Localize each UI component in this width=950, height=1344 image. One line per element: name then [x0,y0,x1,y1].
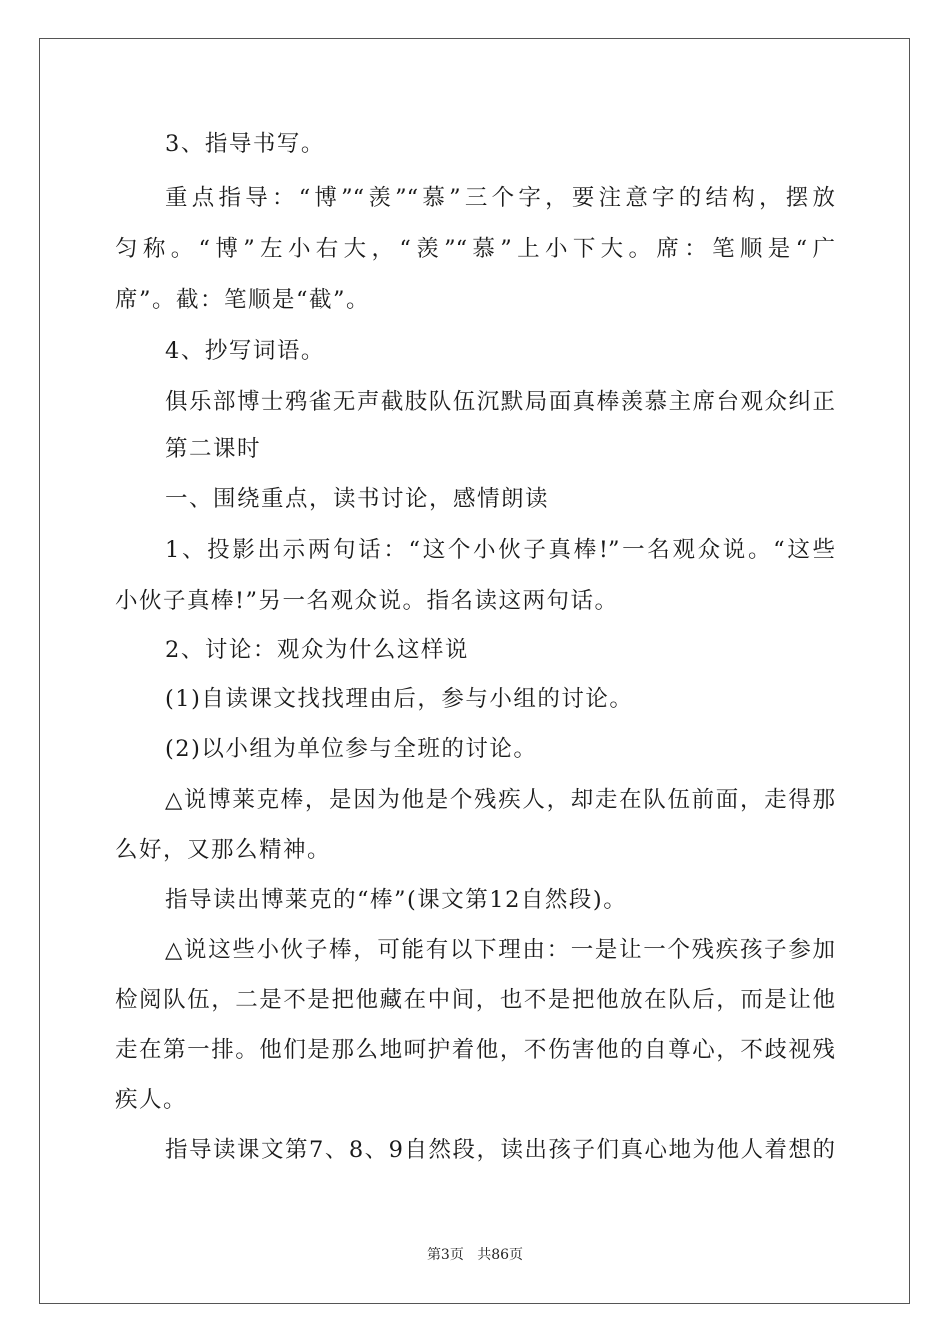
text-line: △说这些小伙子棒，可能有以下理由：一是让一个残疾孩子参加 [165,937,835,963]
text-line: 么好，又那么精神。 [115,837,332,863]
text-line: 走在第一排。他们是那么地呵护着他，不伤害他的自尊心，不歧视残 [115,1037,835,1063]
text-line: 3、指导书写。 [165,131,325,157]
text-line: 第二课时 [165,436,262,462]
text-line: 重点指导：“博”“羡”“慕”三个字，要注意字的结构，摆放 [165,185,835,211]
text-line: 指导读出博莱克的“棒”(课文第12自然段)。 [165,887,628,913]
text-line: 一、围绕重点，读书讨论，感情朗读 [165,486,550,512]
text-line: 1、投影出示两句话：“这个小伙子真棒!”一名观众说。“这些 [165,537,835,563]
text-line: △说博莱克棒，是因为他是个残疾人，却走在队伍前面，走得那 [165,787,835,813]
text-line: 小伙子真棒!”另一名观众说。指名读这两句话。 [115,588,619,614]
page-footer [0,1246,950,1264]
text-line: 疾人。 [115,1087,188,1113]
text-line: 席”。截：笔顺是“截”。 [115,287,371,313]
text-line: 检阅队伍，二是不是把他藏在中间，也不是把他放在队后，而是让他 [115,987,835,1013]
text-line: (1)自读课文找找理由后，参与小组的讨论。 [165,686,634,712]
text-line: 4、抄写词语。 [165,338,325,364]
page-number: 第3页 [426,1247,464,1263]
text-line: 俱乐部博士鸦雀无声截肢队伍沉默局面真棒羡慕主席台观众纠正 [165,389,835,415]
text-line: 指导读课文第7、8、9自然段，读出孩子们真心地为他人着想的 [165,1137,835,1163]
text-line: 匀称。“博”左小右大，“羡”“慕”上小下大。席：笔顺是“广 [115,236,835,262]
total-pages: 共86页 [477,1247,524,1263]
text-line: (2)以小组为单位参与全班的讨论。 [165,736,538,762]
text-line: 2、讨论：观众为什么这样说 [165,637,469,663]
